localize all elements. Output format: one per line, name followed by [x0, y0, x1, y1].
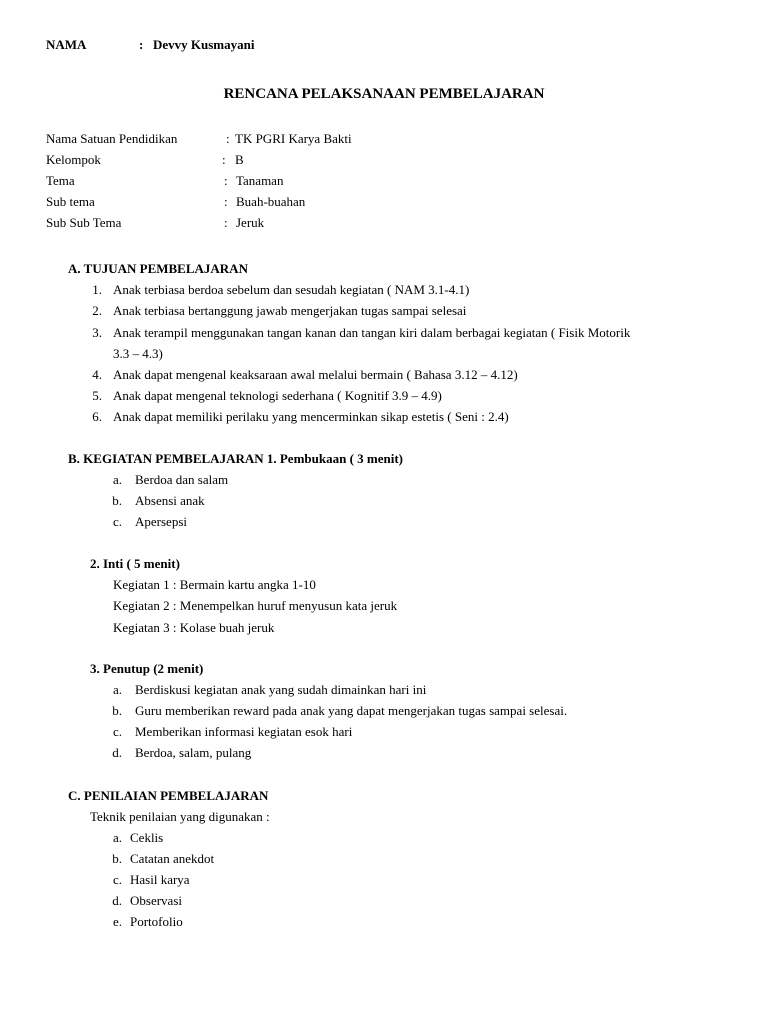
- list-letter: e.: [112, 914, 122, 929]
- list-text: Berdiskusi kegiatan anak yang sudah dimainkan hari ini: [135, 682, 427, 697]
- list-letter: a.: [112, 682, 122, 697]
- identity-value: Tanaman: [236, 173, 284, 188]
- list-letter: b.: [112, 703, 122, 718]
- identity-label: Nama Satuan Pendidikan: [46, 131, 178, 146]
- list-text: Berdoa dan salam: [135, 472, 229, 487]
- activity-line: Kegiatan 2 : Menempelkan huruf menyusun kata jeruk: [113, 598, 398, 613]
- identity-label: Sub tema: [46, 194, 95, 209]
- identity-label: Kelompok: [46, 152, 101, 167]
- list-letter: d.: [112, 745, 122, 760]
- identity-label: Sub Sub Tema: [46, 215, 122, 230]
- list-text: Apersepsi: [135, 514, 187, 529]
- closing-heading: 3. Penutup (2 menit): [90, 661, 204, 676]
- list-text: Hasil karya: [130, 872, 190, 887]
- list-letter: a.: [112, 830, 122, 845]
- page-title: RENCANA PELAKSANAAN PEMBELAJARAN: [223, 86, 545, 102]
- identity-label: Tema: [46, 173, 75, 188]
- list-letter: c.: [112, 514, 122, 529]
- list-text: Ceklis: [130, 830, 164, 845]
- list-letter: a.: [112, 472, 122, 487]
- identity-colon: :: [224, 215, 228, 230]
- list-text: Portofolio: [130, 914, 183, 929]
- identity-colon: :: [222, 152, 226, 167]
- list-text: Guru memberikan reward pada anak yang dapat mengerjakan tugas sampai selesai.: [135, 703, 568, 718]
- list-number: 5.: [92, 388, 102, 403]
- list-letter: b.: [112, 493, 122, 508]
- list-text: Observasi: [130, 893, 182, 908]
- list-text: Anak dapat memiliki perilaku yang mencerminkan sikap estetis ( Seni : 2.4): [113, 409, 509, 424]
- list-text: Anak dapat mengenal teknologi sederhana ( Kognitif 3.9 – 4.9): [113, 388, 442, 403]
- list-text: Catatan anekdot: [130, 851, 215, 866]
- identity-colon: :: [226, 131, 230, 146]
- core-heading: 2. Inti ( 5 menit): [90, 556, 180, 571]
- list-letter: c.: [112, 872, 122, 887]
- list-text: Anak terbiasa berdoa sebelum dan sesudah kegiatan ( NAM 3.1-4.1): [113, 282, 470, 297]
- list-text: Memberikan informasi kegiatan esok hari: [135, 724, 353, 739]
- name-label: NAMA: [46, 37, 87, 52]
- section-c-heading: C. PENILAIAN PEMBELAJARAN: [68, 788, 269, 803]
- activity-line: Kegiatan 1 : Bermain kartu angka 1-10: [113, 577, 316, 592]
- list-letter: c.: [112, 724, 122, 739]
- list-letter: b.: [112, 851, 122, 866]
- identity-value: B: [235, 152, 244, 167]
- identity-value: Jeruk: [236, 215, 265, 230]
- list-number: 4.: [92, 367, 102, 382]
- name-colon: :: [139, 37, 144, 52]
- section-b-heading: B. KEGIATAN PEMBELAJARAN 1. Pembukaan ( 3 menit): [68, 451, 404, 466]
- list-text: Anak terampil menggunakan tangan kanan dan tangan kiri dalam berbagai kegiatan ( Fisik Motorik: [113, 325, 631, 340]
- identity-value: TK PGRI Karya Bakti: [235, 131, 352, 146]
- list-text: Berdoa, salam, pulang: [135, 745, 252, 760]
- list-number: 1.: [92, 282, 102, 297]
- identity-colon: :: [224, 173, 228, 188]
- list-text: Anak terbiasa bertanggung jawab mengerjakan tugas sampai selesai: [113, 303, 467, 318]
- section-a-heading: A. TUJUAN PEMBELAJARAN: [68, 261, 248, 276]
- list-letter: d.: [112, 893, 122, 908]
- list-text: Absensi anak: [135, 493, 205, 508]
- list-number: 6.: [92, 409, 102, 424]
- activity-line: Kegiatan 3 : Kolase buah jeruk: [113, 620, 275, 635]
- list-text: Anak dapat mengenal keaksaraan awal melalui bermain ( Bahasa 3.12 – 4.12): [113, 367, 518, 382]
- list-number: 3.: [92, 325, 102, 340]
- student-name: Devvy Kusmayani: [153, 37, 255, 52]
- identity-value: Buah-buahan: [236, 194, 306, 209]
- assessment-intro: Teknik penilaian yang digunakan :: [90, 809, 270, 824]
- identity-colon: :: [224, 194, 228, 209]
- list-number: 2.: [92, 303, 102, 318]
- list-text-continuation: 3.3 – 4.3): [113, 346, 163, 361]
